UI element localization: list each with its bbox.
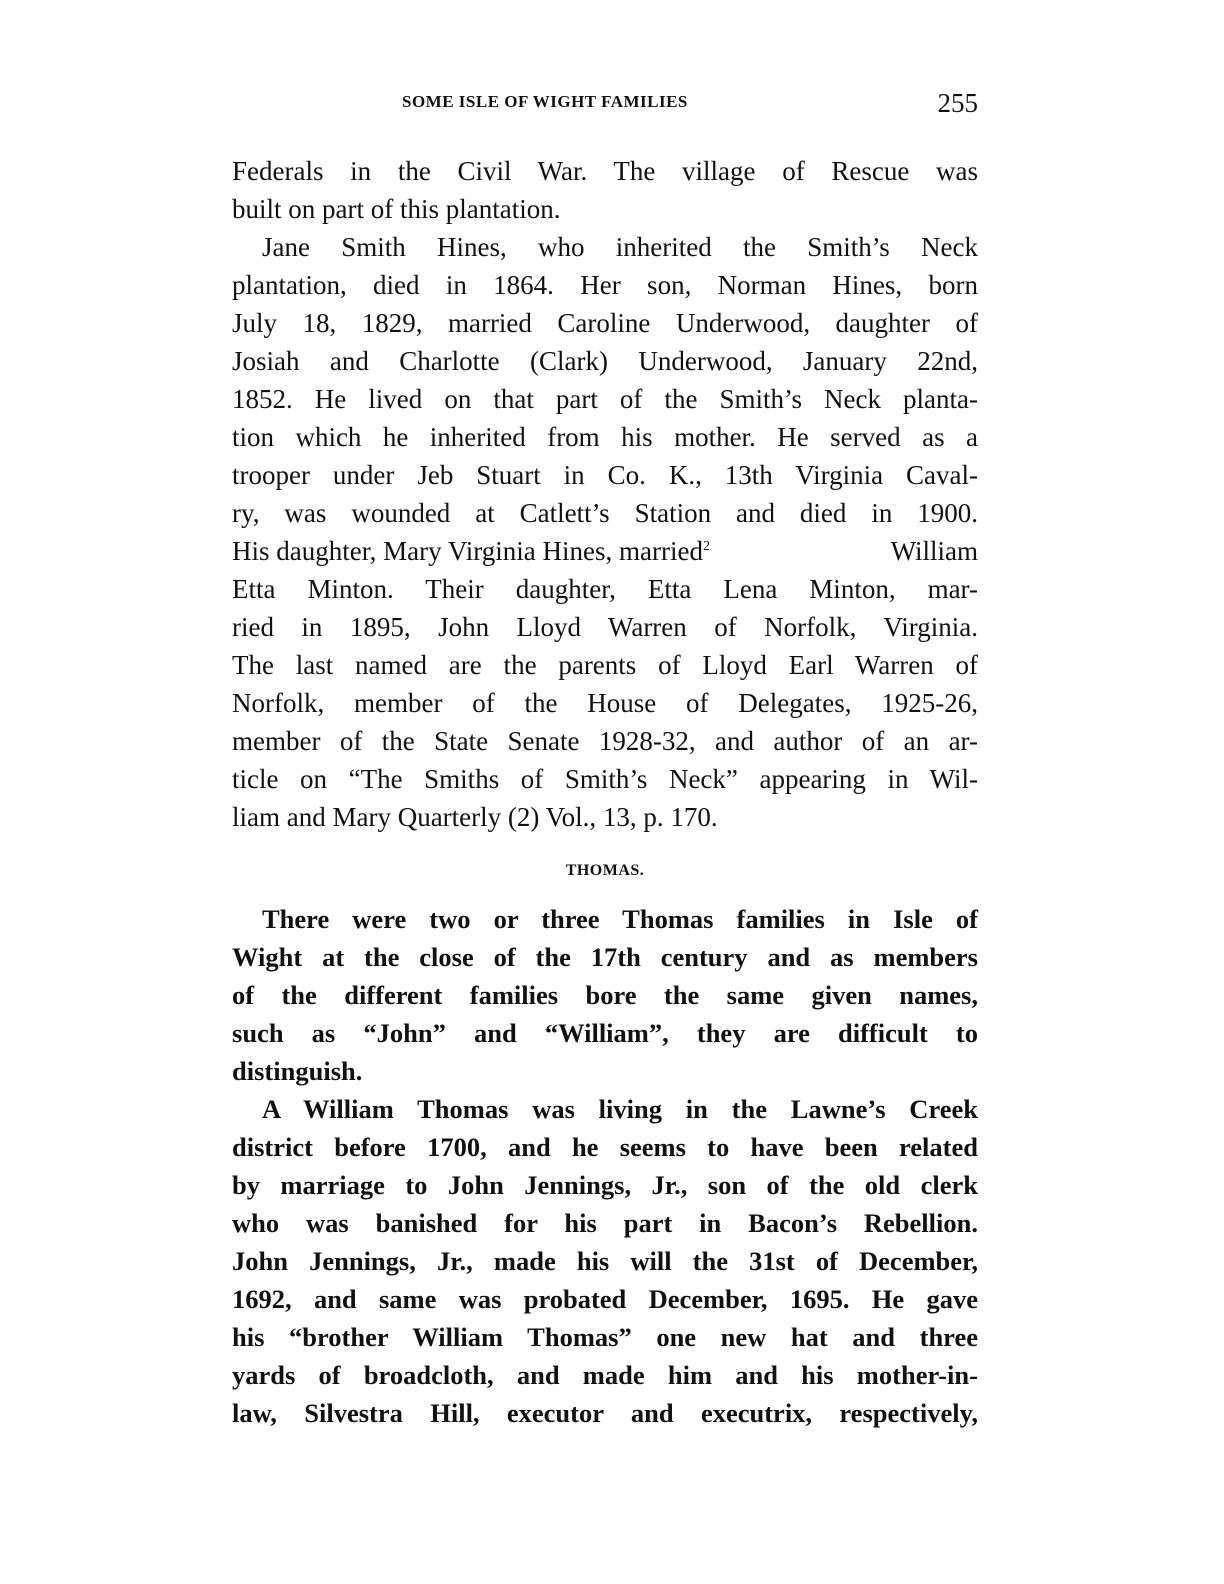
text-line: Etta Minton. Their daughter, Etta Lena Minton, mar- — [232, 574, 978, 604]
text-line: John Jennings, Jr., made his will the 31st of December, — [232, 1246, 978, 1276]
running-title: SOME ISLE OF WIGHT FAMILIES — [402, 92, 688, 111]
section-heading: THOMAS. — [565, 862, 645, 879]
text-segment — [232, 532, 710, 570]
text-line: yards of broadcloth, and made him and his mother-in- — [232, 1360, 978, 1390]
text-line: ry, was wounded at Catlett’s Station and died in 1900. — [232, 498, 978, 528]
text-line: 1692, and same was probated December, 1695. He gave — [232, 1284, 978, 1314]
text-line: plantation, died in 1864. Her son, Norman Hines, born — [232, 270, 978, 300]
text-line: 1852. He lived on that part of the Smith’s Neck planta- — [232, 384, 978, 414]
text-line: by marriage to John Jennings, Jr., son of the old clerk — [232, 1170, 978, 1200]
text-line: law, Silvestra Hill, executor and executrix, respectively, — [232, 1398, 978, 1428]
text-line: Josiah and Charlotte (Clark) Underwood, January 22nd, — [232, 346, 978, 376]
text-line-with-footnote — [232, 532, 978, 570]
text-fragment: His daughter, Mary Virginia Hines, married — [232, 536, 703, 566]
text-line: trooper under Jeb Stuart in Co. K., 13th Virginia Caval- — [232, 460, 978, 490]
text-line: distinguish. — [232, 1056, 363, 1086]
text-line: Federals in the Civil War. The village of Rescue was — [232, 156, 978, 186]
text-line: his “brother William Thomas” one new hat and three — [232, 1322, 978, 1352]
text-line: built on part of this plantation. — [232, 194, 561, 224]
text-line: ried in 1895, John Lloyd Warren of Norfolk, Virginia. — [232, 612, 978, 642]
text-line: A William Thomas was living in the Lawne’s Creek — [262, 1094, 978, 1124]
text-line: ticle on “The Smiths of Smith’s Neck” appearing in Wil- — [232, 764, 978, 794]
text-line: There were two or three Thomas families in Isle of — [262, 904, 978, 934]
text-line: tion which he inherited from his mother. He served as a — [232, 422, 978, 452]
text-line: such as “John” and “William”, they are difficult to — [232, 1018, 978, 1048]
text-line: member of the State Senate 1928-32, and author of an ar- — [232, 726, 978, 756]
text-line: Norfolk, member of the House of Delegates, 1925-26, — [232, 688, 978, 718]
text-fragment: William — [890, 536, 978, 566]
text-line: The last named are the parents of Lloyd Earl Warren of — [232, 650, 978, 680]
text-line: Jane Smith Hines, who inherited the Smith’s Neck — [262, 232, 978, 262]
text-line: July 18, 1829, married Caroline Underwood, daughter of — [232, 308, 978, 338]
text-line: Wight at the close of the 17th century and as members — [232, 942, 978, 972]
running-head — [232, 88, 978, 120]
text-line: district before 1700, and he seems to have been related — [232, 1132, 978, 1162]
text-line: of the different families bore the same given names, — [232, 980, 978, 1010]
text-line: who was banished for his part in Bacon’s Rebellion. — [232, 1208, 978, 1238]
footnote-marker[interactable]: 2 — [702, 539, 710, 554]
text-line: liam and Mary Quarterly (2) Vol., 13, p. 170. — [232, 802, 718, 832]
page-number: 255 — [937, 88, 978, 118]
